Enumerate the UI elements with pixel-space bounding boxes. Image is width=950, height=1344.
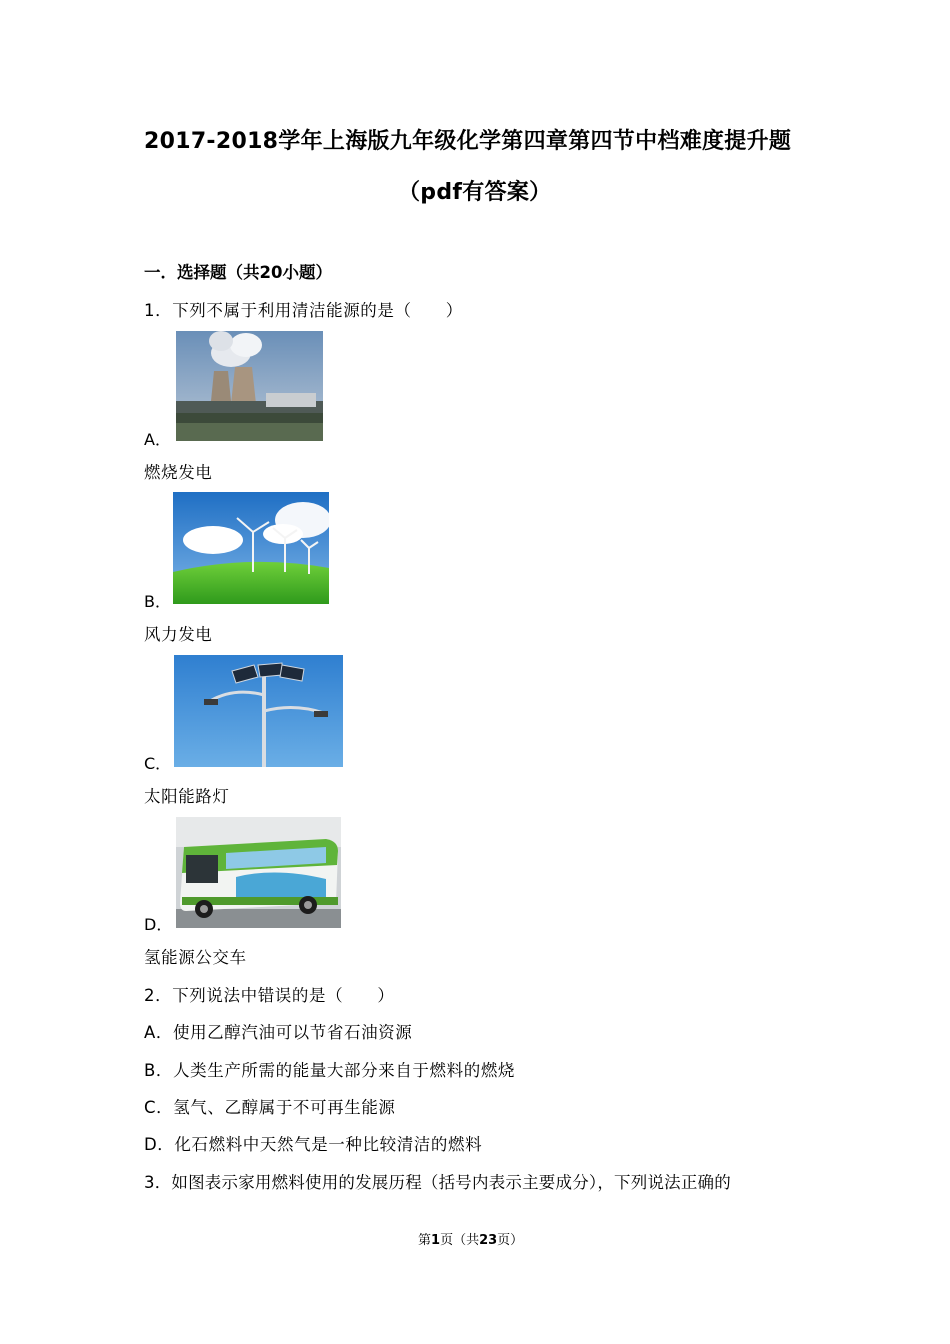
hydrogen-bus-photo: [176, 817, 341, 928]
q1-option-b-caption: 风力发电: [144, 625, 213, 644]
q1-option-a-caption: 燃烧发电: [144, 463, 213, 482]
footer-mid: 页（共: [440, 1233, 480, 1248]
question-3-stem: 3．如图表示家用燃料使用的发展历程（括号内表示主要成分），下列说法正确的: [144, 1173, 731, 1192]
section-heading: 一．选择题（共20小题）: [144, 263, 332, 282]
document-title-line1: 2017-2018学年上海版九年级化学第四章第四节中档难度提升题: [144, 129, 792, 154]
q1-option-b-label: B．: [144, 592, 171, 611]
page-footer: [418, 1229, 523, 1248]
q1-option-c-caption: 太阳能路灯: [144, 787, 230, 806]
q1-option-c-label: C．: [144, 754, 172, 773]
q2-option-a: A．使用乙醇汽油可以节省石油资源: [144, 1023, 413, 1042]
power-plant-photo: [176, 331, 323, 441]
q1-option-a-label: A．: [144, 430, 171, 449]
footer-page-number: 1: [431, 1233, 441, 1248]
q1-option-d-label: D．: [144, 915, 173, 934]
footer-prefix: 第: [418, 1233, 432, 1248]
solar-street-light-photo: [174, 655, 343, 767]
question-2-stem: 2．下列说法中错误的是（ ）: [144, 986, 395, 1005]
document-title-line2: （pdf有答案）: [398, 180, 552, 205]
footer-total-pages: 23: [479, 1233, 498, 1248]
footer-suffix: 页）: [497, 1233, 524, 1248]
q1-option-d-caption: 氢能源公交车: [144, 948, 247, 967]
wind-turbine-photo: [173, 492, 329, 604]
q2-option-d: D．化石燃料中天然气是一种比较清洁的燃料: [144, 1135, 483, 1154]
question-1-stem: 1．下列不属于利用清洁能源的是（ ）: [144, 301, 463, 320]
q2-option-c: C．氢气、乙醇属于不可再生能源: [144, 1098, 396, 1117]
q2-option-b: B．人类生产所需的能量大部分来自于燃料的燃烧: [144, 1061, 516, 1080]
